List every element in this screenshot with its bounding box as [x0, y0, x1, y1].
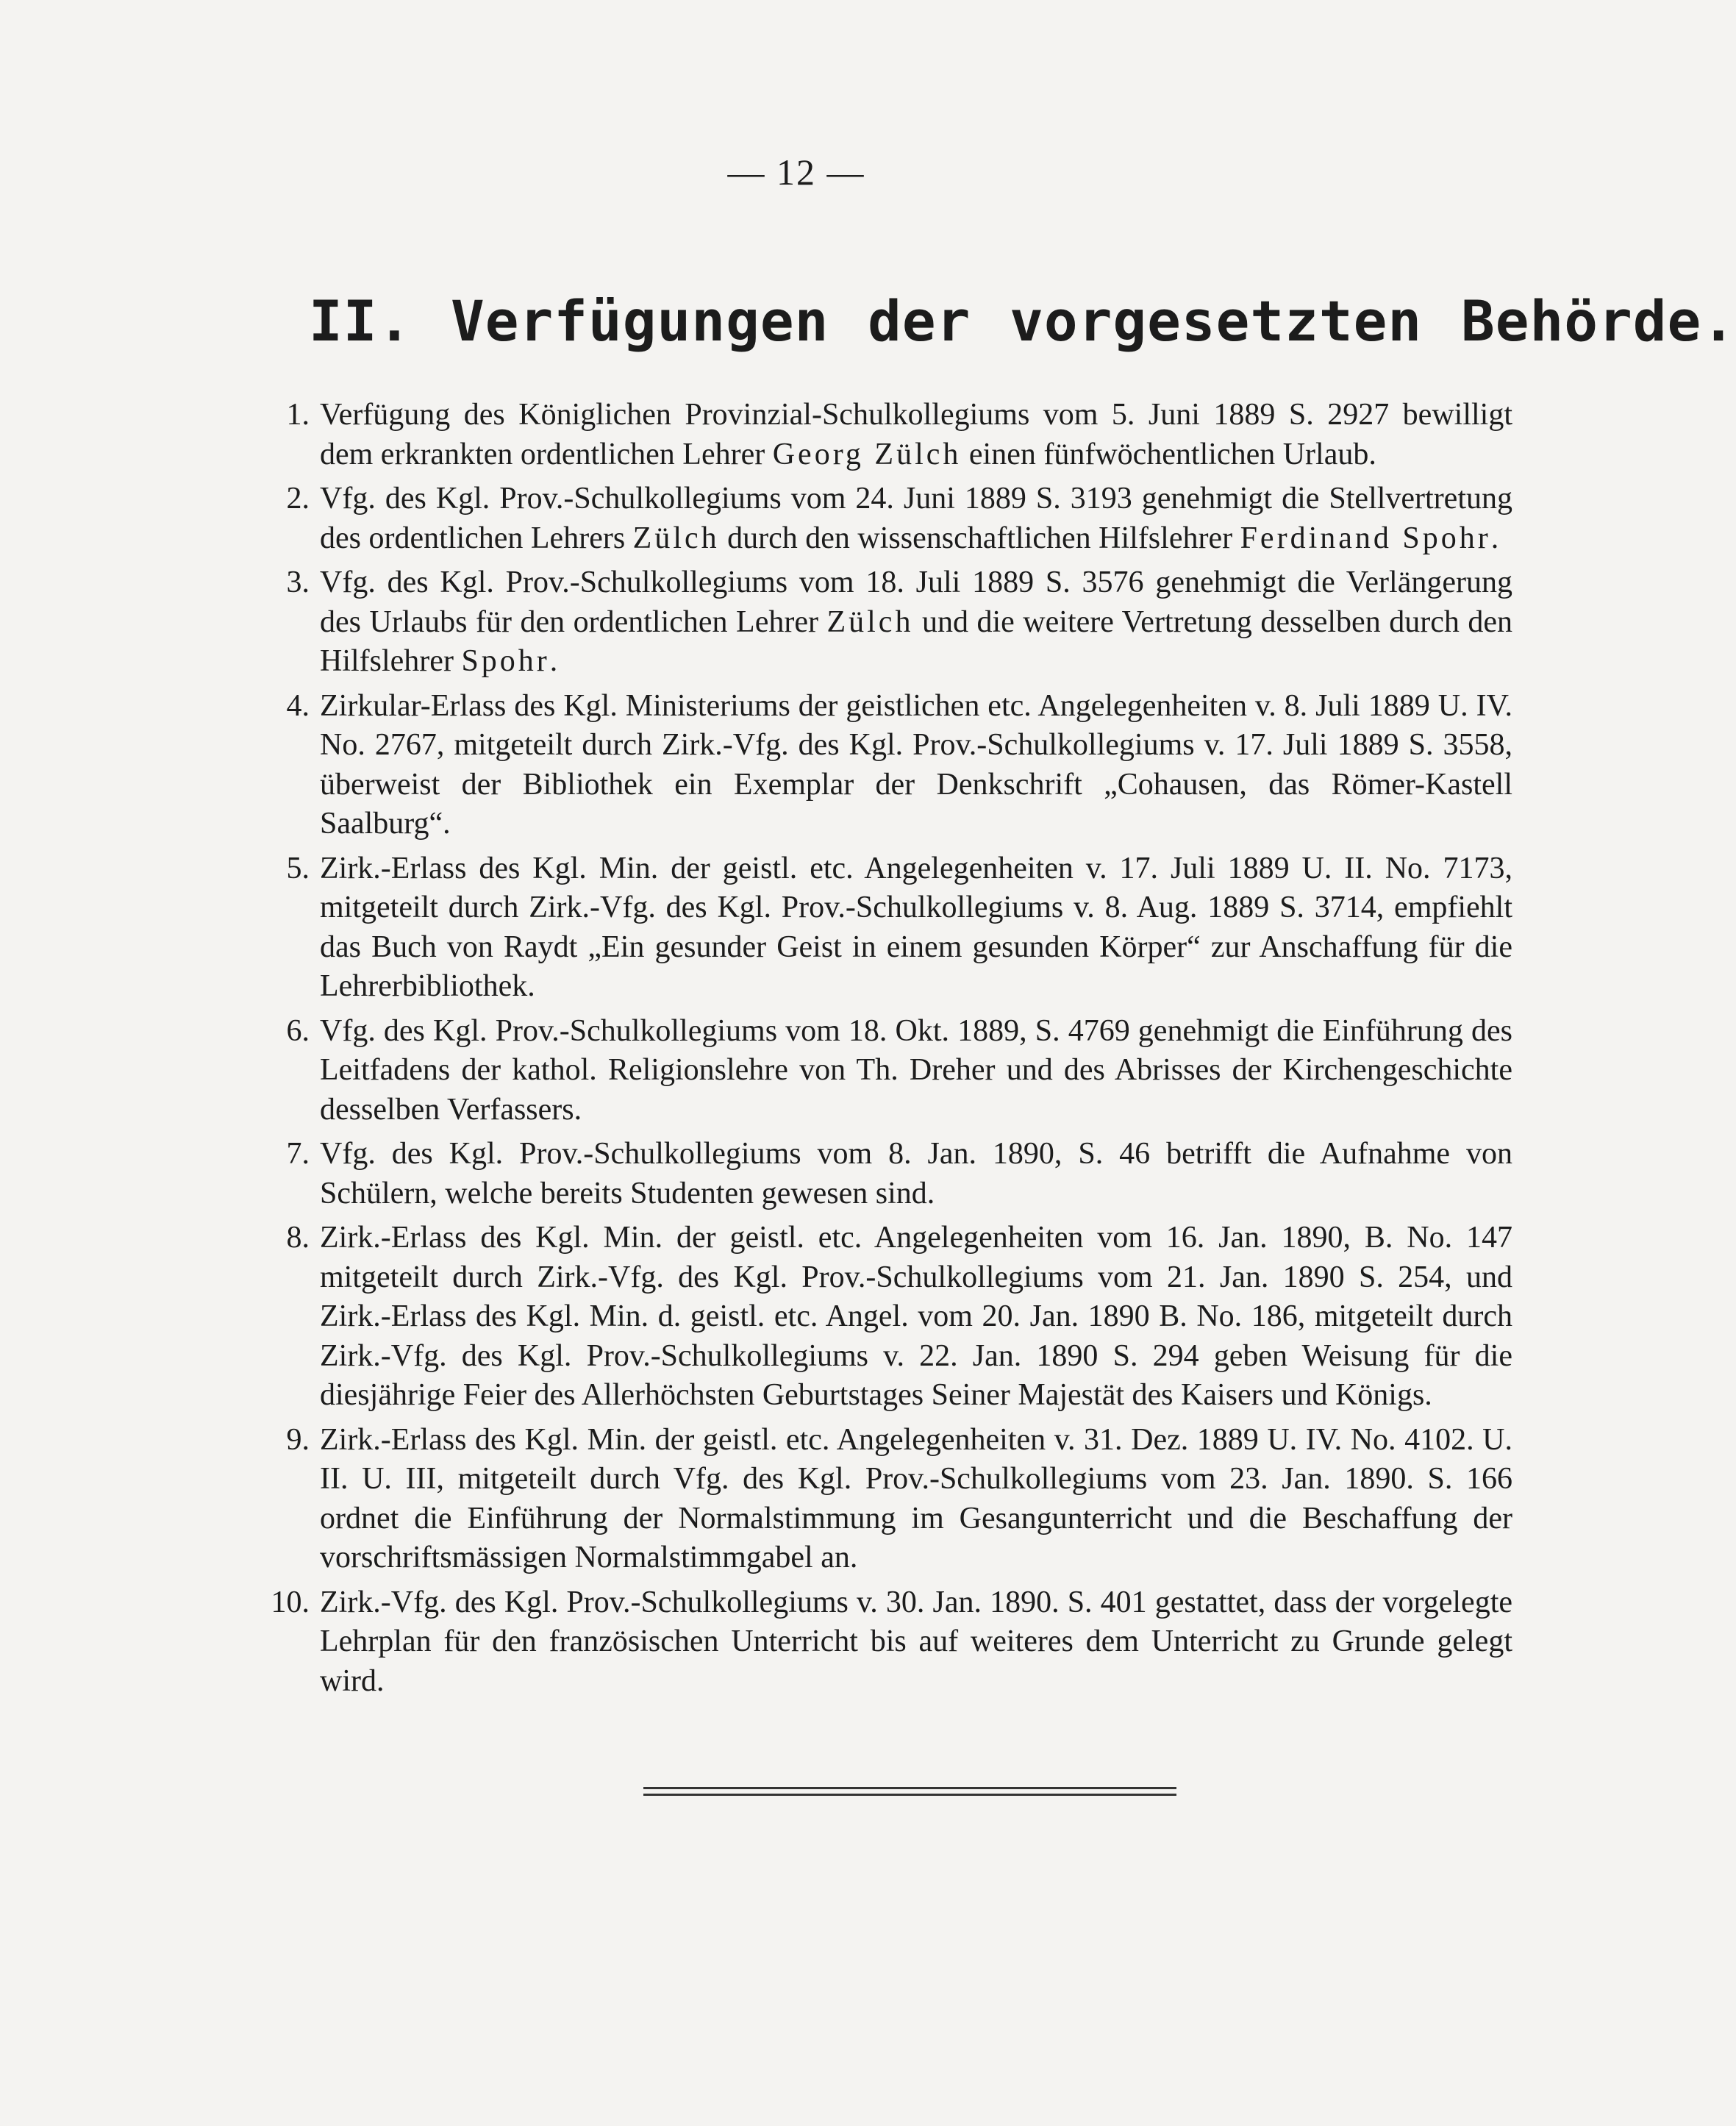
person-name: Georg Zülch	[772, 437, 962, 471]
item-number: 3.	[286, 566, 310, 599]
item-text: Vfg. des Kgl. Prov.-Schulkollegiums vom 8. Jan. 1890, S. 46 betrifft die Aufnahme von Schülern, welche bereits Studenten gewesen sind.	[320, 1137, 1512, 1210]
list-item	[286, 1219, 1512, 1416]
list-item	[286, 1135, 1512, 1213]
list-item	[286, 1421, 1512, 1578]
list-item	[286, 563, 1512, 682]
rule-line	[643, 1787, 1176, 1789]
item-number: 1.	[286, 398, 310, 432]
list-item	[286, 849, 1512, 1007]
person-name: Spohr	[461, 644, 550, 678]
person-name: Zülch	[826, 604, 914, 639]
decree-list	[271, 396, 1512, 1706]
item-number: 7.	[286, 1137, 310, 1171]
item-text: Vfg. des Kgl. Prov.-Schulkollegiums vom 18. Juli 1889 S. 3576 genehmigt die Verlängerung des Urlaubs für den ordentlichen Lehrer	[320, 566, 1512, 639]
item-text: einen fünfwöchentlichen Urlaub.	[961, 437, 1376, 471]
item-text: Zirk.-Erlass des Kgl. Min. der geistl. etc. Angelegenheiten v. 31. Dez. 1889 U. IV. No. 4102. U. II. U. III, mitgeteilt durch Vfg. des Kgl. Prov.-Schulkollegiums vom 23. Jan. 1890. S. 166 ordnet die Einführung der Normalstimmung im Gesangunterricht und die Beschaffung der vorschriftsmässigen Normalstimmgabel an.	[320, 1422, 1512, 1574]
person-name: Zülch	[632, 521, 720, 555]
item-number: 8.	[286, 1221, 310, 1255]
item-text: .	[549, 644, 558, 678]
item-number: 5.	[286, 851, 310, 885]
list-item	[286, 396, 1512, 474]
list-item	[286, 687, 1512, 844]
closing-double-rule	[643, 1787, 1176, 1800]
item-text: .	[1490, 521, 1499, 555]
item-text: durch den wissenschaftlichen Hilfslehrer	[719, 521, 1240, 555]
item-number: 9.	[286, 1422, 310, 1457]
rule-line	[643, 1794, 1176, 1796]
item-text: und die weitere Vertretung desselben durch den Hilfslehrer	[320, 604, 1512, 678]
item-text: Zirk.-Erlass des Kgl. Min. der geistl. etc. Angelegenheiten v. 17. Juli 1889 U. II. No. 7173, mitgeteilt durch Zirk.-Vfg. des Kgl. Prov.-Schulkollegiums v. 8. Aug. 1889 S. 3714, empfiehlt das Buch von Raydt „Ein gesunder Geist in einem gesunden Körper“ zur Anschaffung für die Lehrerbibliothek.	[320, 851, 1512, 1003]
list-item	[271, 1583, 1512, 1702]
item-number: 6.	[286, 1013, 310, 1048]
item-text: Zirk.-Vfg. des Kgl. Prov.-Schulkollegiums v. 30. Jan. 1890. S. 401 gestattet, dass der vorgelegte Lehrplan für den französischen Unterricht bis auf weiteres dem Unterricht zu Grunde gelegt wird.	[320, 1585, 1512, 1698]
item-number: 10.	[271, 1585, 310, 1619]
item-text: Zirk.-Erlass des Kgl. Min. der geistl. etc. Angelegenheiten vom 16. Jan. 1890, B. No. 147 mitgeteilt durch Zirk.-Vfg. des Kgl. Prov.-Schulkollegiums vom 21. Jan. 1890 S. 254, und Zirk.-Erlass des Kgl. Min. d. geistl. etc. Angel. vom 20. Jan. 1890 B. No. 186, mitgeteilt durch Zirk.-Vfg. des Kgl. Prov.-Schulkollegiums v. 22. Jan. 1890 S. 294 geben Weisung für die diesjährige Feier des Allerhöchsten Geburtstages Seiner Majestät des Kaisers und Königs.	[320, 1221, 1512, 1412]
list-item	[286, 1012, 1512, 1130]
section-heading: II. Verfügungen der vorgesetzten Behörde.	[309, 288, 1736, 354]
item-text: Vfg. des Kgl. Prov.-Schulkollegiums vom 24. Juni 1889 S. 3193 genehmigt die Stellvertretung des ordentlichen Lehrers	[320, 482, 1512, 555]
item-number: 4.	[286, 688, 310, 723]
item-text: Vfg. des Kgl. Prov.-Schulkollegiums vom 18. Okt. 1889, S. 4769 genehmigt die Einführung des Leitfadens der kathol. Religionslehre von Th. Dreher und des Abrisses der Kirchengeschichte desselben Verfassers.	[320, 1013, 1512, 1127]
item-text: Verfügung des Königlichen Provinzial-Schulkollegiums vom 5. Juni 1889 S. 2927 bewilligt dem erkrankten ordentlichen Lehrer	[320, 398, 1512, 471]
item-text: Zirkular-Erlass des Kgl. Ministeriums der geistlichen etc. Angelegenheiten v. 8. Juli 1889 U. IV. No. 2767, mitgeteilt durch Zirk.-Vfg. des Kgl. Prov.-Schulkollegiums v. 17. Juli 1889 S. 3558, überweist der Bibliothek ein Exemplar der Denkschrift „Cohausen, das Römer-Kastell Saalburg“.	[320, 688, 1512, 841]
person-name: Ferdinand Spohr	[1240, 521, 1491, 555]
page-number: — 12 —	[727, 151, 865, 193]
item-number: 2.	[286, 482, 310, 516]
list-item	[286, 479, 1512, 558]
